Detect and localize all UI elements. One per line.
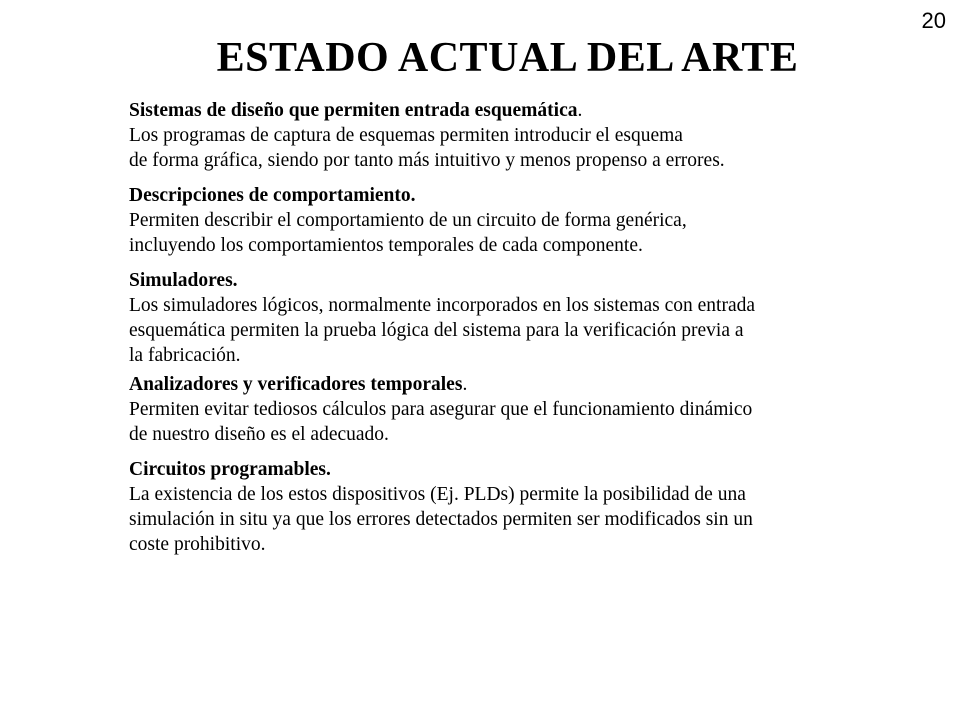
item-body-line: La existencia de los estos dispositivos (Ej. PLDs) permite la posibilidad de una: [129, 484, 746, 505]
item-heading: Circuitos programables.: [129, 459, 331, 480]
item-body: [129, 208, 929, 258]
list-item-comportamiento: [129, 183, 929, 258]
page-number: 20: [921, 8, 946, 33]
item-body: [129, 293, 929, 368]
item-heading-suffix: .: [577, 100, 583, 121]
item-body-line: incluyendo los comportamientos temporales de cada componente.: [129, 235, 643, 256]
item-heading: Analizadores y verificadores temporales: [129, 374, 463, 395]
item-body-line: esquemática permiten la prueba lógica del sistema para la verificación previa a: [129, 320, 744, 341]
item-body: [129, 482, 929, 557]
item-body-line: Permiten evitar tediosos cálculos para asegurar que el funcionamiento dinámico: [129, 399, 753, 420]
item-body-line: Permiten describir el comportamiento de un circuito de forma genérica,: [129, 210, 687, 231]
item-body-line: Los programas de captura de esquemas permiten introducir el esquema: [129, 125, 683, 146]
item-body-line: simulación in situ ya que los errores detectados permiten ser modificados sin un: [129, 509, 753, 530]
list-item-circuitos-programables: [129, 457, 929, 557]
item-body-line: coste prohibitivo.: [129, 534, 266, 555]
list-item-entrada-esquematica: [129, 98, 929, 173]
item-body-line: Los simuladores lógicos, normalmente incorporados en los sistemas con entrada: [129, 295, 756, 316]
list-item-analizadores: [129, 372, 929, 447]
slide-title: ESTADO ACTUAL DEL ARTE: [216, 35, 799, 81]
item-heading: Simuladores.: [129, 270, 238, 291]
item-heading: Descripciones de comportamiento.: [129, 185, 416, 206]
content-list: [129, 98, 929, 557]
item-heading-suffix: .: [462, 374, 468, 395]
item-body-line: de forma gráfica, siendo por tanto más intuitivo y menos propenso a errores.: [129, 150, 725, 171]
item-body: [129, 397, 929, 447]
item-heading: Sistemas de diseño que permiten entrada esquemática: [129, 100, 578, 121]
item-body: [129, 123, 929, 173]
list-item-simuladores: [129, 268, 929, 368]
item-body-line: la fabricación.: [129, 345, 241, 366]
item-body-line: de nuestro diseño es el adecuado.: [129, 424, 389, 445]
